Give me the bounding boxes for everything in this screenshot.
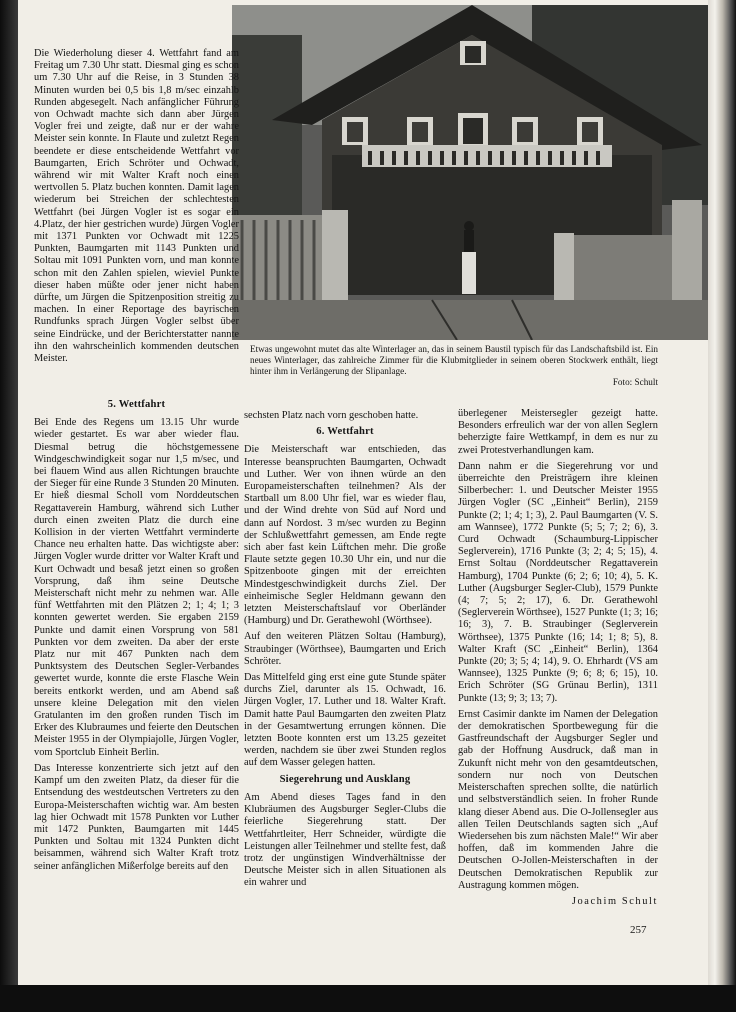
photo-caption <box>250 344 658 388</box>
paragraph: überlegener Meistersegler gezeigt hatte. Besonders erfreulich war der von allen Seglern beherzigte faire Wettkampf, in dem es nur zu zwei Protestverhandlungen kam. <box>458 408 658 456</box>
paragraph: Die Meisterschaft war entschieden, das Interesse beanspruchten Baumgarten, Ochwadt und Luther. Wer von ihnen würde an den Europameisterschaften teilnehmen? Als der Startball um 8.00 Uhr fiel, war es wieder flau, und der Wind drehte von Süd auf Nord und dann auf Nordost. 3 m/sec wurden zu Beginn der Schlußwettfahrt gemessen, am Ende regte sich aber fast kein Lüftchen mehr. Die große Flaute setzte gegen 10.30 Uhr ein, und nur die Spitzenboote gingen mit der erreichten Mindestgeschwindigkeit durchs Ziel. Der einheimische Segler Heldmann gewann den letzten Meisterschaftslauf vor Oberländer (Hamburg) und Dr. Gerathewohl (Wörthsee). <box>244 444 446 627</box>
author-signature: Joachim Schult <box>571 895 658 907</box>
magazine-page <box>18 0 708 985</box>
paragraph: sechsten Platz nach vorn geschoben hatte. <box>244 410 419 421</box>
bottom-shadow <box>0 985 736 1012</box>
photo-boathouse <box>232 5 708 340</box>
photo-credit: Foto: Schult <box>612 377 658 387</box>
heading-ceremony: Siegerehrung und Ausklang <box>279 773 411 785</box>
paragraph: Auf den weiteren Plätzen Soltau (Hamburg), Straubinger (Wörthsee), Baumgarten und Erich Schröter. <box>244 631 446 667</box>
gutter-shadow <box>0 0 18 1012</box>
paragraph: Am Abend dieses Tages fand in den Klubräumen des Augsburger Segler-Clubs die feierliche Siegerehrung statt. Der Wettfahrtleiter, Herr Schneider, würdigte die Leistungen aller Teilnehmer und stellte fest, daß trotz der ungünstigen Windverhältnisse der Deutsche Meister sich in allen Situationen als ein wahrer und <box>244 791 446 889</box>
heading-5th-race: 5. Wettfahrt <box>107 399 166 410</box>
column-1-top <box>34 48 239 365</box>
paragraph: Bei Ende des Regens um 13.15 Uhr wurde wieder gestartet. Es war aber wieder flau. Diesmal betrug die höchstgemessene Windgeschwindigkeit sogar nur 1,5 m/sec, und bei flauem Wind aus allen Richtungen brauchte der Sieger für eine Runde 3 Stunden 20 Minuten. Er hieß diesmal Scholl vom Norddeutschen Regattaverein Hamburg, während sich Luther durch einen zweiten Platz die durch eine Kollision in der vierten Wettfahrt verminderte Chance neu erhalten hatte. Das wichtigste aber: Jürgen Vogler wurde dritter vor Walter Kraft und Kurt Ochwadt und besaß jetzt einen so großen Vorsprung, daß ihm seine Deutsche Meisterschaft nicht mehr zu nehmen war. Alle fünf Wettfahrten mit den Plätzen 2; 1; 4; 1; 3 konnten gewertet werden. Sie ergaben 2159 Punkte und damit einen Vorsprung von 581 Punkten vor dem zweiten. Da aber der erste Platz nur mit 467 Punkten nach dem Punktsystem des Deutschen Segler-Verbandes gewertet wurde, konnte die erste Flasche Wein bereits entkorkt werden, und am Abend saß unsere kleine Delegation mit den vielen Gratulanten im den großen runden Tisch im Erker des Klubraumes und feierte den Deutschen Meister 1955 in der Olympiajolle, Jürgen Vogler, vom Sportclub Einheit Berlin. <box>34 417 239 758</box>
column-3 <box>458 408 658 908</box>
book-spine <box>706 0 736 1012</box>
paragraph: Ernst Casimir dankte im Namen der Delegation der demokratischen Sportbewegung für die Gastfreundschaft der Augsburger Segler und gab der Hoffnung Ausdruck, daß man in Zukunft nicht mehr von den gesamtdeutschen, sondern nur noch von Deutschen Meisterschaften sprechen sollte, die natürlich und selbstverständlich seien. In froher Runde klang dieser Abend aus. Die O-Jollensegler aus allen Teilen Deutschlands sagten sich „Auf Wiedersehen bis zum nächsten Male!“ Wir aber hoffen, daß im kommenden Jahre die Deutschen O-Jollen-Meisterschaften in der Deutschen Demokratischen Republik zur Austragung kommen mögen. <box>458 708 658 891</box>
column-1-bottom <box>34 395 239 873</box>
paragraph: Die Wiederholung dieser 4. Wettfahrt fand am Freitag um 7.30 Uhr statt. Diesmal ging es schon um 7.30 Uhr auf die Reise, in 3 Stunden 38 Minuten wurden bei 0,5 bis 1,8 m/sec einzahlb Runden abgesegelt. Nach anfänglicher Führung von Ochwadt machte sich dann aber Jürgen Vogler frei und zeigte, daß nur er der wahre Meister sein konnte. In Flaute und zuletzt Regen beendete er diese entscheidende Wettfahrt vor Baumgarten, Erich Schröter und Ochwadt, während wir mit Walter Kraft noch einen wertvollen 5. Platz buchen konnten. Damit lagen wiederum bei Streichen der schlechtesten Wettfahrt (bei Jürgen Vogler ist es sogar ein 4.Platz, der hier gestrichen wurde) Jürgen Vogler mit 1371 Punkten vor Ochwadt mit 1225 Punkten, Baumgarten mit 1143 Punkten und Soltau mit 1091 Punkten vorn, und man konnte schon mit den Zahlen spielen, wieviel Punkte dieser haben müßte oder jener nicht haben dürfte, um Jürgen die Spitzenposition streitig zu machen. In einer Reportage des bayrischen Rundfunks sprach Jürgen Vogler selbst über seine Eindrücke, und der Berichterstatter nannte ihn den wahrscheinlich kommenden deutschen Meister. <box>34 48 239 365</box>
heading-6th-race: 6. Wettfahrt <box>316 426 374 438</box>
boathouse-photo-illustration <box>232 5 708 340</box>
paragraph: Das Interesse konzentrierte sich jetzt auf den Kampf um den zweiten Platz, da dieser für die Entsendung des westdeutschen Vertreters zu den Europa-Meisterschaften wichtig war. Am besten lag hier Ochwadt mit 1578 Punkten vor Luther mit 1472 Punkten, Baumgarten mit 1445 Punkten und Soltau mit 1324 Punkten dicht beisammen, während sich Walter Kraft trotz seiner anfänglichen Mißerfolge bereits auf den <box>34 762 239 872</box>
column-2 <box>244 410 446 890</box>
caption-text: Etwas ungewohnt mutet das alte Winterlager an, das in seinem Baustil typisch für das Landschaftsbild ist. Ein neues Winterlager, das zahlreiche Zimmer für die Klubmitglieder in seinem oberen Stockwerk enthält, liegt hinter ihm in Verlängerung der Slipanlage. <box>250 344 658 376</box>
paragraph: Dann nahm er die Siegerehrung vor und überreichte den Preisträgern ihre kleinen Silberbecher: 1. und Deutscher Meister 1955 Jürgen Vogler (SC „Einheit“ Berlin), 2159 Punkte (2; 1; 4; 1; 3), 2. Paul Baumgarten (V. S. am Wannsee), 1772 Punkte (5; 5; 7; 2; 6), 3. Curd Ochwadt (Schaumburg-Lippischer Seglerverein), 1716 Punkte (3; 2; 4; 5; 15), 4. Ernst Soltau (Norddeutscher Regattaverein Hamburg), 1704 Punkte (6; 2; 6; 10; 4), 5. K. Luther (Augsburger Segler-Club), 1579 Punkte (4; 7; 5; 2; 17), 6. Dr. Gerathewohl (Seglerverein Wörthsee), 1527 Punkte (1; 3; 16; 16; 3), 7. B. Straubinger (Seglerverein Wörthsee), 1375 Punkte (16; 14; 1; 8; 5), 8. Walter Kraft (SC „Einheit“ Berlin), 1364 Punkte (20; 3; 5; 4; 14), 9. O. Ehrhardt (VS am Wannsee), 1325 Punkte (9; 6; 8; 6; 15), 10. Erich Schröter (SG Grünau Berlin), 1311 Punkte (13; 9; 3; 13; 7). <box>458 460 658 704</box>
page-number: 257 <box>630 924 647 936</box>
paragraph: Das Mittelfeld ging erst eine gute Stunde später durchs Ziel, darunter als 15. Ochwadt, 16. Jürgen Vogler, 17. Luther und 18. Walter Kraft. Damit hatte Paul Baumgarten den zweiten Platz in der Gesamtwertung errungen können. Die letzten Boote konnten erst um 13.25 gezeitet werden, nachdem sie über zwei Stunden reglos auf dem Wasser gelegen hatten. <box>244 672 446 769</box>
